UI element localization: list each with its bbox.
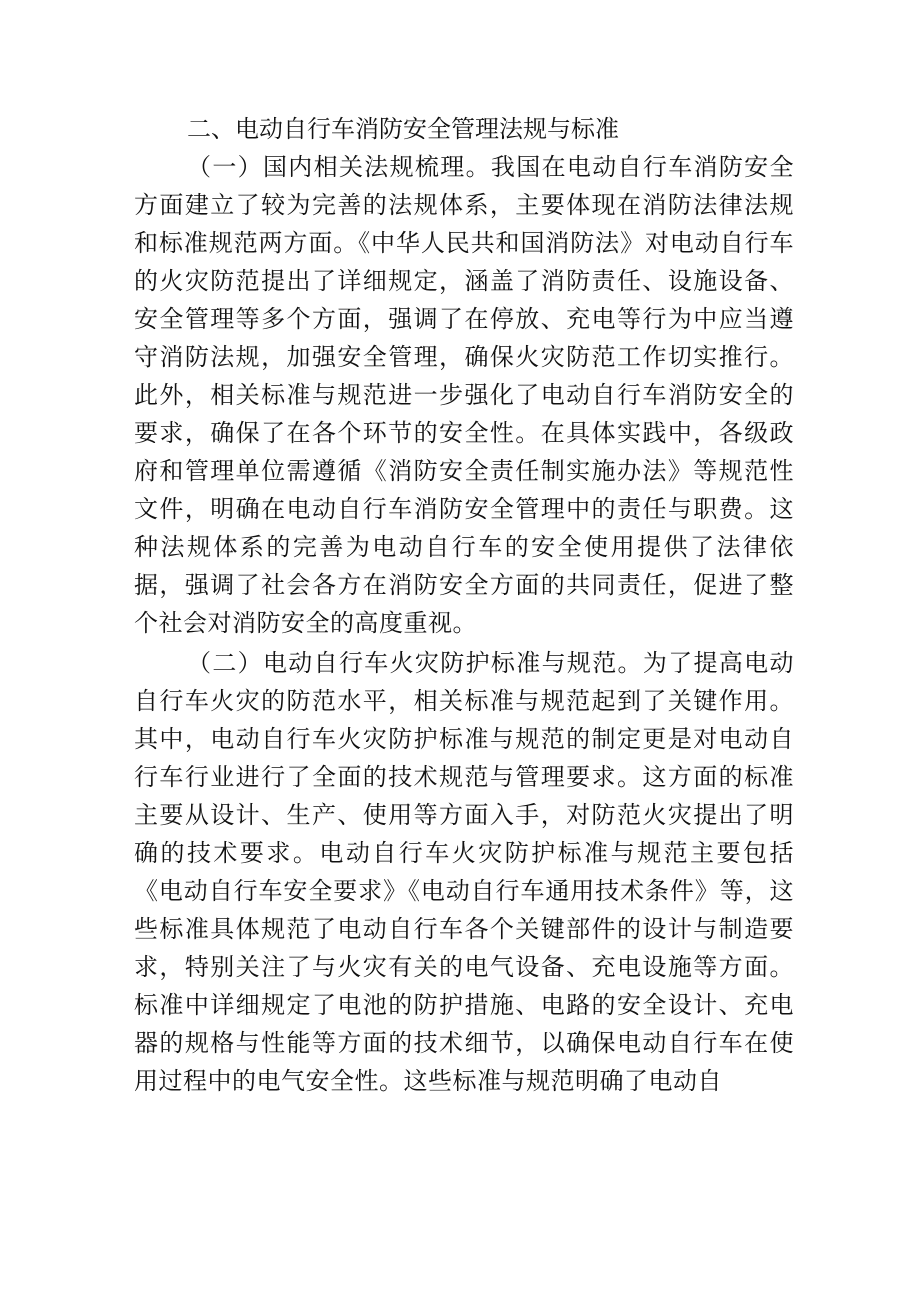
paragraph-domestic-regulations: （一）国内相关法规梳理。我国在电动自行车消防安全方面建立了较为完善的法规体系，主要体现在消防法律法规和标准规范两方面。《中华人民共和国消防法》对电动自行车的火灾防范提出了详细规定，涵盖了消防责任、设施设备、安全管理等多个方面，强调了在停放、充电等行为中应当遵守消防法规，加强安全管理，确保火灾防范工作切实推行。此外，相关标准与规范进一步强化了电动自行车消防安全的要求，确保了在各个环节的安全性。在具体实践中，各级政府和管理单位需遵循《消防安全责任制实施办法》等规范性文件，明确在电动自行车消防安全管理中的责任与职费。这种法规体系的完善为电动自行车的安全使用提供了法律依据，强调了社会各方在消防安全方面的共同责任，促进了整个社会对消防安全的高度重视。 <box>134 153 794 637</box>
section-heading: 二、电动自行车消防安全管理法规与标准 <box>187 115 619 143</box>
document-body <box>134 110 794 1100</box>
paragraph-fire-protection-standards: （二）电动自行车火灾防护标准与规范。为了提高电动自行车火灾的防范水平，相关标准与规范起到了关键作用。其中，电动自行车火灾防护标准与规范的制定更是对电动自行车行业进行了全面的技术规范与管理要求。这方面的标准主要从设计、生产、使用等方面入手，对防范火灾提出了明确的技术要求。电动自行车火灾防护标准与规范主要包括《电动自行车安全要求》《电动自行车通用技术条件》等，这些标准具体规范了电动自行车各个关键部件的设计与制造要求，特别关注了与火灾有关的电气设备、充电设施等方面。标准中详细规定了电池的防护措施、电路的安全设计、充电器的规格与性能等方面的技术细节，以确保电动自行车在使用过程中的电气安全性。这些标准与规范明确了电动自 <box>134 649 794 1095</box>
